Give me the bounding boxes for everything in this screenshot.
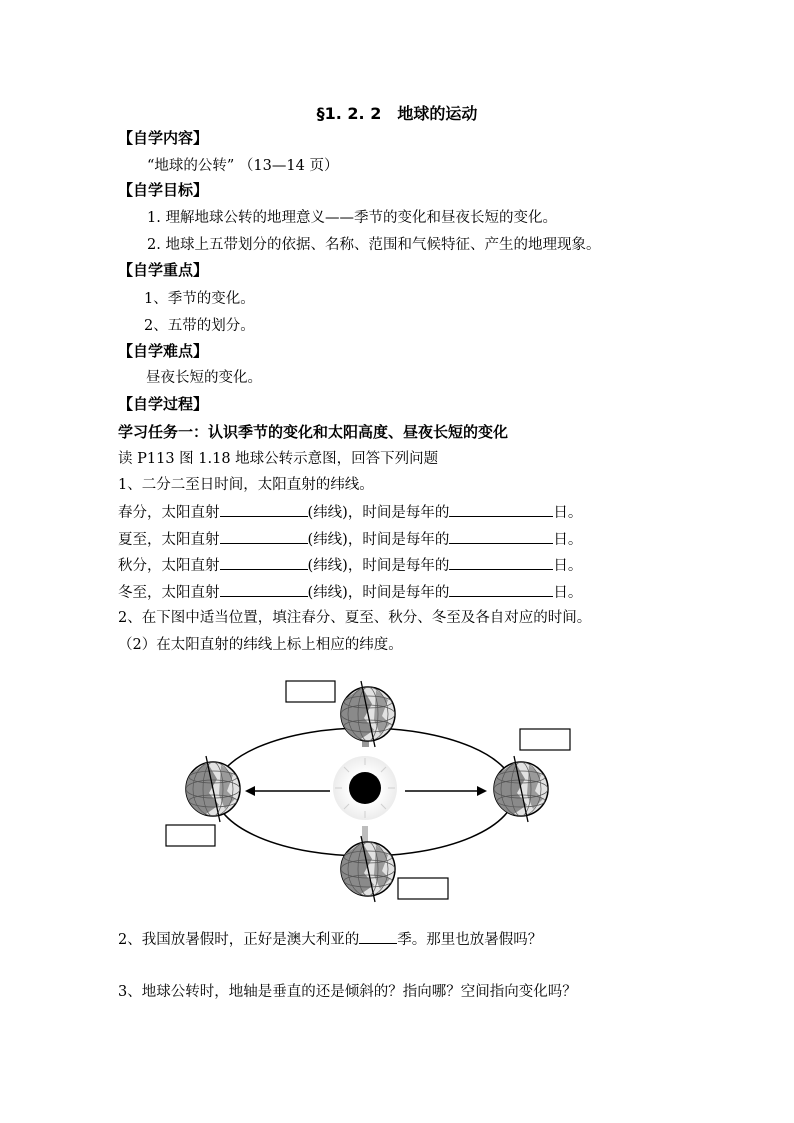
date-blank[interactable] [449,502,553,517]
question-2: 2、在下图中适当位置，填注春分、夏至、秋分、冬至及各自对应的时间。 [118,610,592,626]
key-points-header: 【自学重点】 [118,261,209,279]
sun-icon [333,756,397,820]
fill-row-label: 冬至，太阳直射 [118,585,220,601]
latitude-blank[interactable] [220,582,308,597]
sun-ray-arrow-left [245,786,330,796]
goal-item: 1. 理解地球公转的地理意义——季节的变化和昼夜长短的变化。 [147,210,557,226]
fill-row-mid: (纬线)，时间是每年的 [307,585,450,601]
fill-row-spring [118,502,582,522]
season-blank[interactable] [359,929,397,944]
date-blank[interactable] [449,555,553,570]
fill-row-mid: (纬线)，时间是每年的 [307,505,450,521]
key-point-item: 1、季节的变化。 [144,291,255,307]
season-label-box-top[interactable] [286,681,335,702]
question-3-before: 2、我国放暑假时，正好是澳大利亚的 [118,932,360,948]
goals-header: 【自学目标】 [118,181,209,199]
fill-row-winter [118,582,582,602]
question-2-sub: （2）在太阳直射的纬线上标上相应的纬度。 [118,637,403,653]
fill-row-end: 日。 [553,532,583,548]
page-title: §1. 2. 2 地球的运动 [316,104,478,123]
earth-globe-bottom [341,836,395,902]
date-blank[interactable] [449,529,553,544]
latitude-blank[interactable] [220,555,308,570]
fill-row-label: 春分，太阳直射 [118,505,220,521]
season-label-box-left[interactable] [166,825,215,846]
season-label-box-right[interactable] [520,729,570,750]
fill-row-mid: (纬线)，时间是每年的 [307,532,450,548]
earth-globe-top [341,681,395,747]
content-header: 【自学内容】 [118,129,209,147]
latitude-blank[interactable] [220,529,308,544]
fill-row-autumn [118,555,582,575]
task-intro: 读 P113 图 1.18 地球公转示意图，回答下列问题 [118,451,439,467]
question-4: 3、地球公转时，地轴是垂直的还是倾斜的？指向哪？空间指向变化吗？ [118,984,577,1000]
process-header: 【自学过程】 [118,395,209,413]
goal-item: 2. 地球上五带划分的依据、名称、范围和气候特征、产生的地理现象。 [147,237,601,253]
fill-row-end: 日。 [553,558,583,574]
difficulty-text: 昼夜长短的变化。 [146,370,262,386]
fill-row-mid: (纬线)，时间是每年的 [307,558,450,574]
fill-row-summer [118,529,582,549]
date-blank[interactable] [449,582,553,597]
earth-orbit-diagram [165,673,585,905]
latitude-blank[interactable] [220,502,308,517]
key-point-item: 2、五带的划分。 [144,318,255,334]
question-3 [118,929,542,949]
earth-globe-left [186,756,240,822]
difficulty-header: 【自学难点】 [118,342,209,360]
content-text: “地球的公转” （13—14 页） [147,158,339,174]
question-3-after: 季。那里也放暑假吗？ [397,932,543,948]
fill-row-label: 夏至，太阳直射 [118,532,220,548]
fill-row-end: 日。 [553,505,583,521]
task-title: 学习任务一：认识季节的变化和太阳高度、昼夜长短的变化 [118,423,509,441]
question-1: 1、二分二至日时间，太阳直射的纬线。 [118,477,374,493]
sun-ray-arrow-right [405,786,487,796]
fill-row-end: 日。 [553,585,583,601]
fill-row-label: 秋分，太阳直射 [118,558,220,574]
season-label-box-bottom[interactable] [398,878,448,899]
